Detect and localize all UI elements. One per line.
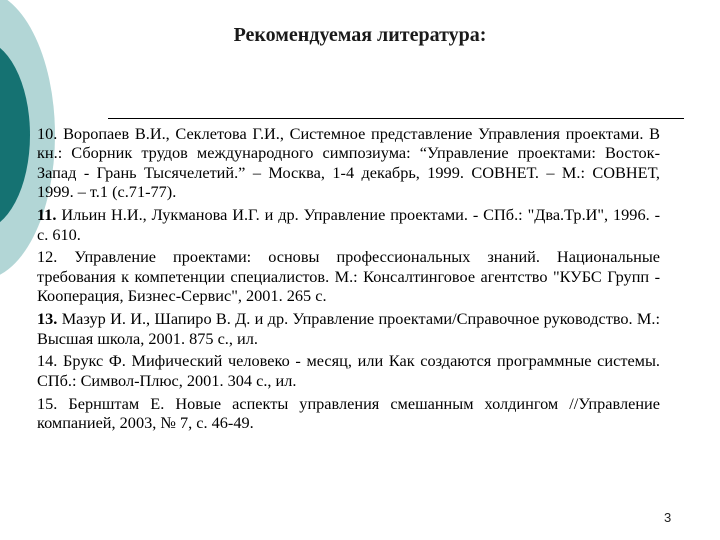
reference-number: 10. bbox=[37, 124, 58, 143]
page-number: 3 bbox=[664, 510, 672, 525]
reference-text: Управление проектами: основы профессиональных знаний. Национальные требования к компетенции специалистов. М.: Консалтинговое агентство "КУБС Групп - Кооперация, Бизнес-Сервис", 2001. 265 с. bbox=[37, 247, 660, 306]
reference-text: Ильин Н.И., Лукманова И.Г. и др. Управление проектами. - СПб.: "Два.Тр.И", 1996. - с. 610. bbox=[37, 205, 660, 244]
reference-text: Мазур И. И., Шапиро В. Д. и др. Управление проектами/Справочное руководство. М.: Высшая школа, 2001. 875 с., ил. bbox=[37, 309, 660, 348]
reference-list bbox=[37, 124, 660, 436]
reference-text: Воропаев В.И., Секлетова Г.И., Системное представление Управления проектами. В кн.: Сборник трудов международного симпозиума: “Управление проектами: Восток-Запад - Грань Тысячелетий.” – Москва, 1-4 декабрь, 1999. СОВНЕТ. – М.: СОВНЕТ, 1999. – т.1 (с.71-77). bbox=[37, 124, 660, 202]
reference-number: 11. bbox=[37, 205, 57, 225]
reference-number: 15. bbox=[37, 393, 58, 413]
reference-item bbox=[37, 247, 660, 305]
reference-item bbox=[37, 124, 660, 202]
reference-item bbox=[37, 351, 660, 390]
reference-item bbox=[37, 205, 660, 244]
reference-number: 13. bbox=[37, 309, 58, 329]
reference-text: Бернштам Е. Новые аспекты управления смешанным холдингом //Управление компанией, 2003, № 7, с. 46-49. bbox=[37, 393, 660, 433]
reference-item bbox=[37, 394, 660, 433]
title-divider bbox=[108, 118, 684, 119]
slide-title: Рекомендуемая литература: bbox=[233, 24, 487, 46]
reference-number: 14. bbox=[37, 351, 58, 371]
reference-number: 12. bbox=[37, 247, 58, 267]
reference-text: Брукс Ф. Мифический человеко - месяц, или Как создаются программные системы. СПб.: Символ-Плюс, 2001. 304 с., ил. bbox=[37, 351, 660, 390]
reference-item bbox=[37, 309, 660, 348]
